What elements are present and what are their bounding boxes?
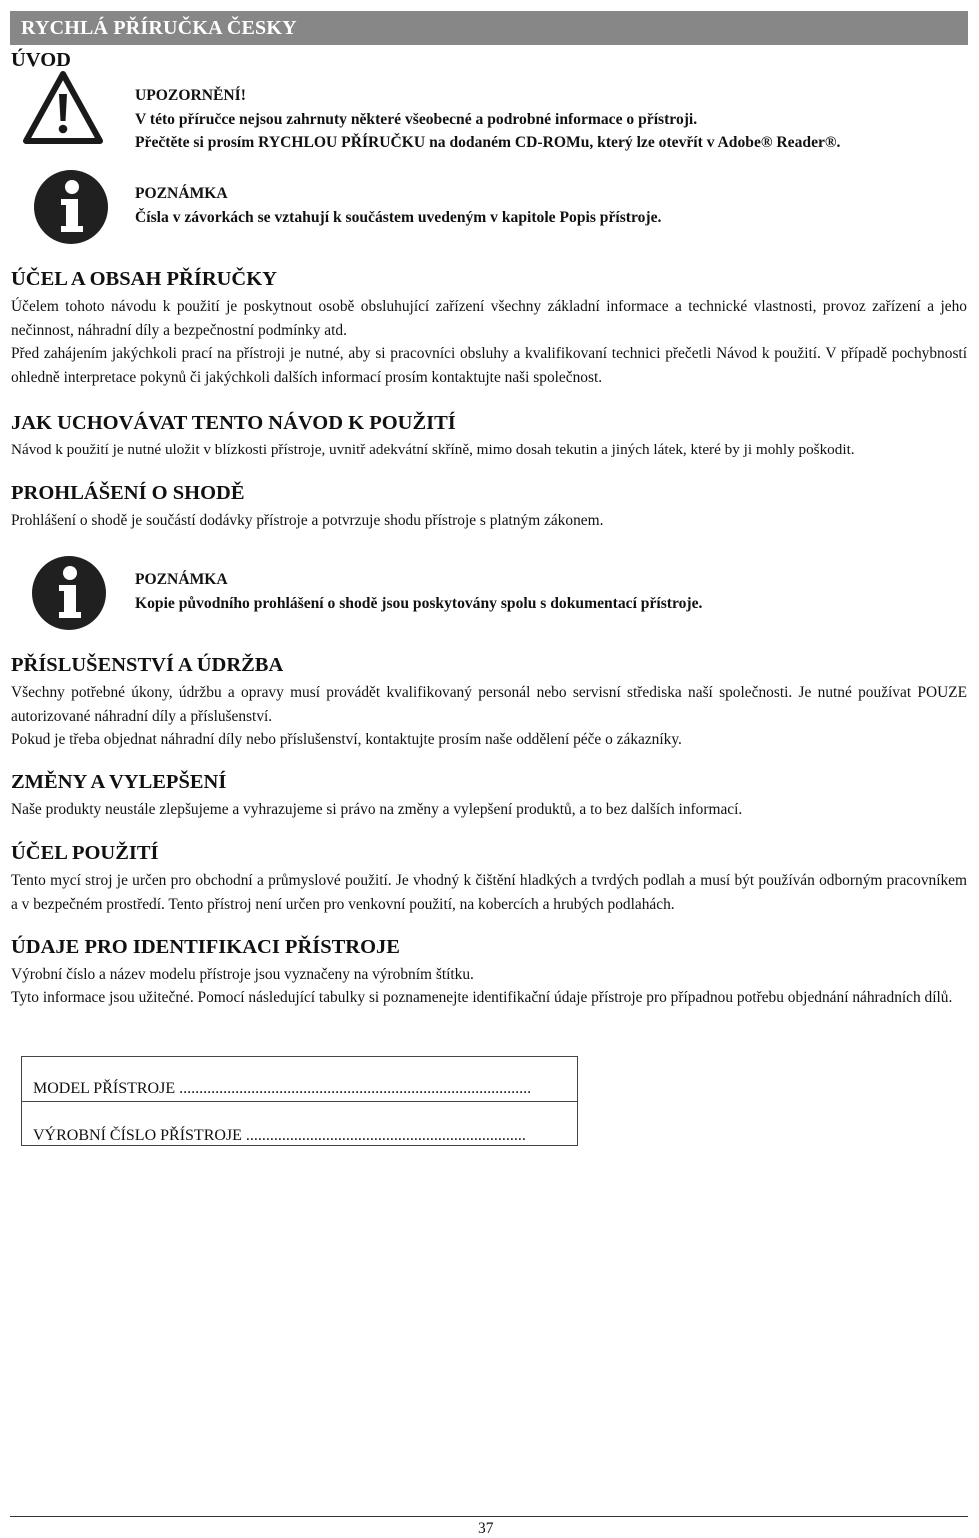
storage-paragraph: Návod k použití je nutné uložit v blízkosti přístroje, uvnitř adekvátní skříně, mimo dosah tekutin a jiných látek, které by ji mohly poškodit.	[11, 441, 855, 458]
note-title-conformity: POZNÁMKA	[135, 571, 228, 588]
use-heading: ÚČEL POUŽITÍ	[11, 842, 159, 864]
identification-paragraph-2: Tyto informace jsou užitečné. Pomocí následující tabulky si poznamenejte identifikační údaje přístroje pro případnou potřebu objednání náhradních dílů.	[11, 989, 953, 1006]
changes-paragraph: Naše produkty neustále zlepšujeme a vyhrazujeme si právo na změny a vylepšení produktů, a to bez dalších informací.	[11, 801, 743, 818]
info-icon	[32, 168, 110, 246]
purpose-paragraph-2: Před zahájením jakýchkoli prací na přístroji je nutné, aby si pracovníci obsluhy a kvalifikovaní technici přečetli Návod k použití. V případě pochybností ohledně interpretace pokynů či jakýchkoli dalších informací prosím kontaktujte naši společnost.	[11, 345, 967, 386]
conformity-heading: PROHLÁŠENÍ O SHODĚ	[11, 482, 245, 504]
warning-triangle-icon	[22, 70, 104, 146]
identification-heading: ÚDAJE PRO IDENTIFIKACI PŘÍSTROJE	[11, 936, 400, 958]
note-text-intro: Čísla v závorkách se vztahují k součástem uvedeným v kapitole Popis přístroje.	[135, 209, 662, 226]
note-text-conformity: Kopie původního prohlášení o shodě jsou poskytovány spolu s dokumentací přístroje.	[135, 595, 703, 612]
accessories-paragraph-2: Pokud je třeba objednat náhradní díly nebo příslušenství, kontaktujte prosím naše oddělení péče o zákazníky.	[11, 731, 682, 748]
note-title-intro: POZNÁMKA	[135, 185, 228, 202]
intro-heading: ÚVOD	[11, 49, 71, 71]
purpose-paragraph-1: Účelem tohoto návodu k použití je poskytnout osobě obsluhující zařízení všechny základní informace a technické vlastnosti, provoz zařízení a jeho nečinnost, náhradní díly a bezpečnostní podmínky atd.	[11, 298, 967, 339]
identification-table	[21, 1056, 578, 1146]
accessories-heading: PŘÍSLUŠENSTVÍ A ÚDRŽBA	[11, 654, 284, 676]
table-divider	[22, 1101, 577, 1102]
model-row[interactable]: MODEL PŘÍSTROJE ........................................................................................	[33, 1080, 532, 1097]
info-icon	[30, 554, 108, 632]
warning-title: UPOZORNĚNÍ!	[135, 87, 246, 104]
storage-heading: JAK UCHOVÁVAT TENTO NÁVOD K POUŽITÍ	[11, 412, 456, 434]
accessories-paragraph-1: Všechny potřebné úkony, údržbu a opravy musí provádět kvalifikovaný personál nebo servisní střediska naší společnosti. Je nutné používat POUZE autorizované náhradní díly a příslušenství.	[11, 684, 967, 725]
conformity-paragraph: Prohlášení o shodě je součástí dodávky přístroje a potvrzuje shodu přístroje s platným zákonem.	[11, 512, 604, 529]
page-banner: RYCHLÁ PŘÍRUČKA ČESKY	[10, 11, 968, 45]
use-paragraph: Tento mycí stroj je určen pro obchodní a průmyslové použití. Je vhodný k čištění hladkých a tvrdých podlah a musí být používán odborným pracovníkem a v bezpečném prostředí. Tento přístroj není určen pro venkovní použití, na kobercích a hrubých podlahách.	[11, 872, 967, 913]
footer-divider	[10, 1516, 968, 1517]
warning-line-1: V této příručce nejsou zahrnuty některé všeobecné a podrobné informace o přístroji.	[135, 111, 698, 128]
purpose-heading: ÚČEL A OBSAH PŘÍRUČKY	[11, 268, 277, 290]
warning-line-2: Přečtěte si prosím RYCHLOU PŘÍRUČKU na dodaném CD-ROMu, který lze otevřít v Adobe® Reader®.	[135, 134, 841, 151]
identification-paragraph-1: Výrobní číslo a název modelu přístroje jsou vyznačeny na výrobním štítku.	[11, 966, 474, 983]
page-number: 37	[478, 1520, 494, 1537]
changes-heading: ZMĚNY A VYLEPŠENÍ	[11, 771, 227, 793]
serial-number-row[interactable]: VÝROBNÍ ČÍSLO PŘÍSTROJE ......................................................................	[33, 1127, 526, 1144]
